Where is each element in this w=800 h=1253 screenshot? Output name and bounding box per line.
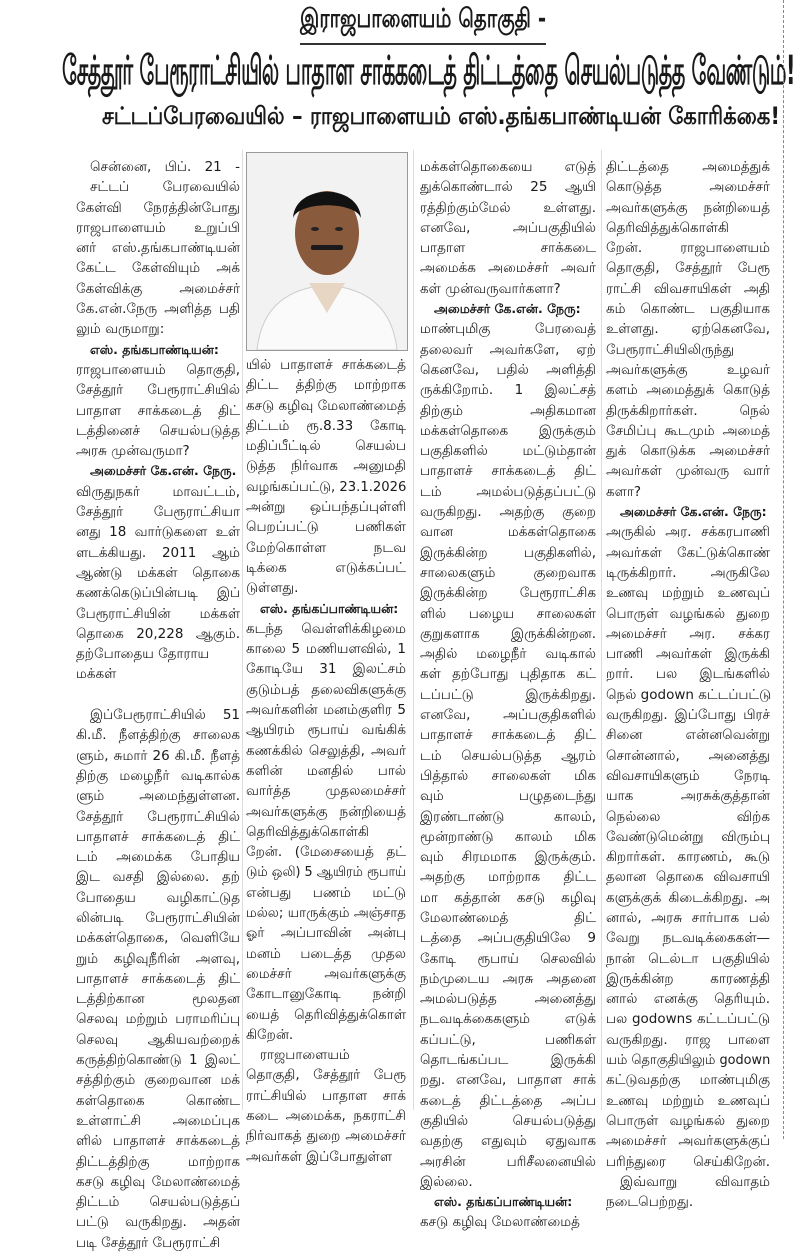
text-line: தெரிவித்துக்கொள்கி (246, 823, 369, 840)
speaker-label: அமைச்சர் கே.என். நேரு: (620, 504, 767, 520)
text-line: கே.என்.நேரு அளித்த பதி (76, 301, 240, 318)
text-line: சட்டப் பேரவையில் (90, 179, 240, 196)
text-line: அமைச்சர் அவர்களுக்குப் (606, 1133, 770, 1150)
text-line: சேத்தூர் பேரூராட்சியில் (76, 808, 240, 825)
text-line: இட வசதி இல்லை. தற் (76, 869, 240, 886)
text-line: களா? (606, 483, 642, 500)
text-line: நடைபெற்றது. (606, 1194, 694, 1211)
text-line: திட்ட த்திற்கு மாற்றாக (246, 377, 406, 394)
text-line: இரண்டாண்டு காலம், (420, 808, 596, 825)
text-line: கணக்கெடுப்பின்படி இப் (76, 585, 240, 602)
text-line: டத்தை அப்பகுதியிலே 9 (420, 930, 596, 947)
text-line: அவர்கள் கேட்டுக்கொண் (606, 544, 770, 561)
text-line: பொருள் வழங்கல் துறை (606, 605, 770, 622)
text-line: கருத்திற்கொண்டு 1 இலட் (76, 1052, 240, 1069)
text-line: பகுதிகளில் மட்டும்தான் (420, 443, 596, 460)
text-line: உணவு மற்றும் உணவுப் (606, 1092, 770, 1109)
text-line: அதில் மழைநீர் வடிகால் (420, 646, 596, 663)
text-line: வும் சிரமமாக இருக்கும். (420, 849, 596, 866)
text-line: காலை 5 மணியளவில், 1 (246, 641, 406, 658)
text-line: டும் ஒலி) 5 ஆயிரம் ரூபாய் (246, 864, 407, 881)
text-line: பரிந்துரை செய்கிறேன். (606, 1153, 770, 1170)
article-column-2 (246, 355, 406, 1167)
text-line: பொருள் வழங்கல் துறை (606, 1112, 770, 1129)
text-line: னது 18 வார்டுகளை உள் (76, 524, 240, 541)
text-line: மூன்றாண்டு காலம் மிக (420, 828, 596, 845)
text-line: வேறு நடவடிக்கைகள்— (606, 930, 770, 947)
text-line: துக் கொடுக்க அமைச்சர் (606, 443, 770, 460)
text-line: சேத்தூர் பேரூராட்சியா (76, 504, 240, 521)
text-line: ளில் பழைய சாலைகள் (420, 605, 596, 622)
text-line: இருக்கின்ற பகுதிகளில், (420, 544, 596, 561)
kicker-underline (300, 43, 546, 45)
text-line: போதைய வழிகாட்டுத (76, 889, 240, 906)
text-line: டிக்கை எடுக்கப்பட் (246, 559, 406, 576)
text-line: வருகிறது. ராஜ பாளை (606, 1031, 770, 1048)
text-line: என்பது பணம் மட்டு (246, 884, 406, 901)
text-line: மேற்கொள்ள நடவ (246, 539, 406, 556)
text-line: அரசு முன்வருமா? (76, 443, 190, 460)
column-divider (242, 150, 243, 1110)
text-line: ராட்சி விவசாயிகள் அதி (606, 280, 770, 297)
speaker-label: எஸ். தங்கப்பாண்டியன்: (260, 600, 399, 616)
text-line: பேரூராட்சியிலிருந்து (606, 341, 735, 358)
text-line: சென்னை, பிப். 21 - (90, 159, 240, 175)
text-line: கள் தற்போது புதிதாக கட் (420, 666, 596, 683)
text-line: இருக்கின்ற பேரூராட்சிக (420, 585, 596, 602)
speaker-label: அமைச்சர் கே.என். நேரு: (434, 301, 581, 317)
text-line: மக்கள்தொகை, வெளியே (76, 930, 240, 947)
text-line: ராஜபாளையம் (260, 1047, 350, 1064)
text-line: பித்தால் சாலைகள் மிக (420, 767, 596, 784)
text-line: மல்ல; யாருக்கும் அஞ்சாத (246, 905, 406, 922)
text-line: அருகில் அர. சக்கரபாணி (606, 524, 770, 541)
text-line: டத்தினைச் செயல்படுத்த (76, 422, 240, 439)
text-line: பாதாளச் சாக்கடைத் திட் (420, 727, 596, 744)
text-line: நெல் godown கட்டப்பட்டு (606, 686, 772, 703)
text-line: அவர்களின் மனம்குளிர 5 (246, 702, 406, 719)
text-line: டுத்த நிர்வாக அனுமதி (246, 458, 406, 475)
text-line: இருக்கின்ற காரணத்தி (606, 970, 770, 987)
text-line: கசடு கழிவு மேலாண்மைத் (246, 397, 406, 414)
text-line: திருக்கிறார்கள். நெல் (606, 402, 770, 419)
text-line: அவர்களுக்கு நன்றியைத் (606, 199, 770, 216)
text-line: டப்பட்டு இருக்கிறது. (420, 686, 596, 703)
text-line: மைச்சர் அவர்களுக்கு (246, 965, 406, 982)
text-line: நம்முடைய அரசு அதனை (420, 970, 596, 987)
text-line: களுக்குக் கிடைக்கிறது. அ (606, 889, 770, 906)
text-line: கட்டுவதற்கு மாண்புமிகு (606, 1072, 770, 1089)
text-line: தொகுதி, சேத்தூர் பேரூ (606, 260, 770, 277)
text-line: களம் அமைத்துக் கொடுத் (606, 382, 770, 399)
text-line: யைத் தெரிவித்துக்கொள் (246, 1006, 406, 1023)
text-line: உள்ளது. ஏற்கெனவே, (606, 321, 770, 338)
text-line: அவர்கள் இப்போதுள்ள (246, 1148, 393, 1165)
text-line: செலவு ஆகியவற்றைக் (76, 1031, 240, 1048)
text-line: டிருக்கிறார். அருகிலே (606, 564, 770, 581)
text-line: திற்கும் அதிகமான (420, 402, 596, 419)
text-line: கேட்ட கேள்வியும் அக் (76, 260, 240, 277)
text-line: விருதுநகர் மாவட்டம், (76, 483, 240, 500)
text-line: கோடானுகோடி நன்றி (246, 986, 406, 1003)
text-line: திட்டம் செயல்படுத்தப் (76, 1194, 240, 1211)
text-line: பாதாளச் சாக்கடைத் திட் (420, 463, 596, 480)
text-line: அவர்களுக்கு நன்றியைத் (246, 803, 406, 820)
text-line: குதியில் செயல்படுத்து (420, 1112, 596, 1129)
text-line: ரத்திற்கும்மேல் உள்ளது. (420, 199, 596, 216)
text-line: அமைச்சர் அர. சக்கர (606, 625, 770, 642)
text-line: டம் செயல்படுத்த ஆரம் (420, 747, 596, 764)
text-line: மதிப்பீட்டில் செயல்ப (246, 438, 406, 455)
text-line: வதற்கு எதுவும் ஏதுவாக (420, 1133, 596, 1150)
text-line: யாக அரசுக்குத்தான் (606, 788, 770, 805)
text-line: பாதாள சாக்கடைத் திட் (76, 402, 240, 419)
text-line: அவர்கள் முன்வரு வார் (606, 463, 770, 480)
text-line: மனம் படைத்த முதல (246, 945, 406, 962)
text-line: பெறப்பட்டு பணிகள் (246, 519, 406, 536)
kicker-heading: இராஜபாளையம் தொகுதி - (300, 4, 547, 34)
text-line: ளில் பாதாளச் சாக்கடைத் (76, 1133, 240, 1150)
text-line: மக்கள்தொகை இருக்கும் (420, 422, 596, 439)
text-line: கள்தொகை கொண்ட (76, 1092, 240, 1109)
text-line: கணக்கில் செலுத்தி, அவர் (246, 742, 406, 759)
text-line: றும் கழிவுநீரின் அளவு, (76, 950, 240, 967)
speaker-label: எஸ். தங்கப்பாண்டியன்: (434, 1194, 573, 1210)
text-line: னால் எனக்கு தெரியும். (606, 991, 770, 1008)
text-line: டம் அமல்படுத்தப்பட்டு (420, 483, 596, 500)
text-line: இல்லை. (420, 1173, 473, 1190)
text-line: நடவடிக்கைகளும் எடுக் (420, 1011, 596, 1028)
text-line: ராட்சியில் பாதாள சாக் (246, 1087, 406, 1104)
text-line: கோடி ரூபாய் செலவில் (420, 950, 596, 967)
text-line: றேன். ராஜபாளையம் (606, 240, 770, 257)
text-line: எனவே, அப்பகுதிகளில் (420, 707, 596, 724)
text-line: கசடு கழிவு மேலாண்மைத் (420, 1214, 580, 1231)
text-line: சொன்னால், அனைத்து (606, 747, 770, 764)
text-line (76, 685, 240, 705)
text-line: றது. எனவே, பாதாள சாக் (420, 1072, 596, 1089)
article-column-4 (606, 157, 770, 1212)
text-line: லின்படி பேரூராட்சியின் (76, 909, 240, 926)
text-line: அன்று ஒப்பந்தப்புள்ளி (246, 499, 406, 516)
text-line: வருகிறது. இப்போது பிரச் (606, 707, 770, 724)
text-line: விவசாயிகளும் நேரடி (606, 767, 770, 784)
text-line: கோடியே 31 இலட்சம் (246, 661, 406, 678)
speaker-label: எஸ். தங்கபாண்டியன்: (90, 341, 219, 357)
text-line: நான் டெல்டா பகுதியில் (606, 950, 770, 967)
text-line: தொகை 20,228 ஆகும். (76, 625, 240, 642)
text-line: கடைத் திட்டத்தை அப்ப (420, 1092, 596, 1109)
text-line: கிறார்கள். காரணம், கூடு (606, 849, 770, 866)
text-line: அமைக்க அமைச்சர் அவர் (420, 260, 596, 277)
text-line: வருகிறது. அதற்கு குறை (420, 504, 596, 521)
text-line: னர் எஸ்.தங்கபாண்டியன் (76, 240, 240, 257)
text-line: ருக்கிறோம். 1 இலட்சத் (420, 382, 596, 399)
text-line: மக்கள்தொகையை எடுத் (420, 159, 596, 175)
text-line: அதற்கு மாற்றாக திட்ட (420, 869, 596, 886)
column-divider (601, 150, 602, 1110)
text-line: சத்திற்கும் குறைவான மக் (76, 1072, 240, 1089)
text-line: கிறேன். (246, 1026, 294, 1043)
text-line: டுள்ளது. (246, 580, 299, 597)
text-line: திற்கு மழைநீர் வடிகால்க (76, 767, 240, 784)
text-line: தலைவர் அவர்களே, ஏற் (420, 341, 596, 358)
text-line: றார். பல இடங்களில் (606, 666, 770, 683)
subheadline: சட்டப்பேரவையில் – ராஜபாளையம் எஸ்.தங்கபாண்டியன் கோரிக்கை! (102, 102, 780, 130)
speaker-label: அமைச்சர் கே.என். நேரு. (90, 463, 237, 479)
text-line: வழங்கப்பட்டு, 23.1.2026 (246, 478, 407, 495)
person-portrait-icon (246, 152, 408, 351)
text-line: திட்டத்திற்கு மாற்றாக (76, 1153, 240, 1170)
text-line: வும் பழுதடைந்து (420, 788, 596, 805)
text-line: உணவு மற்றும் உணவுப் (606, 585, 770, 602)
text-line: கடந்த வெள்ளிக்கிழமை (246, 620, 406, 637)
text-line: டம் அமைக்க போதிய (76, 849, 240, 866)
text-line: தொகுதி, சேத்தூர் பேரூ (246, 1067, 406, 1084)
text-line: கசடு கழிவு மேலாண்மைத் (76, 1173, 240, 1190)
text-line: கி.மீ. நீளத்திற்கு சாலைக (76, 727, 240, 744)
headline: சேத்தூர் பேரூராட்சியில் பாதாள சாக்கடைத் திட்டத்தை செயல்படுத்த வேண்டும்! (62, 48, 795, 94)
text-line: உள்ளாட்சி அமைப்புக (76, 1112, 240, 1129)
text-line: கொடுத்த அமைச்சர் (606, 179, 770, 196)
text-line: றேன். (மேசையைத் தட் (246, 844, 406, 861)
text-line: ராஜபாளையம் தொகுதி, (76, 361, 240, 378)
text-line: ஓர் அப்பாவின் அன்பு (246, 925, 406, 942)
clipping-cut-edge (783, 0, 784, 1139)
text-line: சினை என்னவென்று (606, 727, 770, 744)
text-line: மேலாண்மைத் திட் (420, 909, 596, 926)
text-line: பல godowns கட்டப்பட்டு (606, 1011, 770, 1028)
text-line: கள் முன்வருவார்களா? (420, 280, 561, 297)
text-line: எனவே, அப்பகுதியில் (420, 219, 596, 236)
text-line: திட்டத்தை அமைத்துக் (606, 159, 770, 175)
text-line: டத்திற்கான மூலதன (76, 991, 240, 1008)
text-line: கேள்வி நேரத்தின்போது (76, 199, 240, 216)
text-line: செலவு மற்றும் பராமரிப்பு (76, 1011, 240, 1028)
text-line: குடும்பத் தலைவிகளுக்கு (246, 681, 406, 698)
column-divider (413, 150, 414, 1110)
article-column-3 (420, 157, 596, 1233)
text-line: ளடக்கியது. 2011 ஆம் (76, 544, 240, 561)
text-line: வார்த்த முதலமைச்சர் (246, 783, 406, 800)
text-line: ஆண்டு மக்கள் தொகை (76, 564, 240, 581)
text-line: மக்கள் (76, 666, 117, 683)
text-line: குறுகளாக இருக்கின்றன. (420, 625, 596, 642)
text-line: தொடங்கப்பட இருக்கி (420, 1052, 596, 1069)
text-line: ஆயிரம் ரூபாய் வங்கிக் (246, 722, 406, 739)
text-line: களின் மனதில் பால் (246, 762, 406, 779)
text-line: படி சேத்தூர் பேரூராட்சி (76, 1234, 221, 1251)
text-line: அவர்களுக்கு உழவர் (606, 361, 770, 378)
text-line: வான மக்கள்தொகை (420, 524, 596, 541)
text-line: னால், அரசு சார்பாக பல் (606, 909, 770, 926)
text-line: கம் கொண்ட பகுதியாக (606, 301, 770, 318)
text-line: வேண்டுமென்று விரும்பு (606, 828, 770, 845)
text-line: மாண்புமிகு பேரவைத் (420, 321, 596, 338)
text-line: பாதாளச் சாக்கடைத் திட் (76, 828, 240, 845)
text-line: யம் தொகுதியிலும் godown (606, 1052, 771, 1069)
text-line: ராஜபாளையம் உறுப்பி (76, 219, 240, 236)
text-line: கெனவே, பதில் அளித்தி (420, 361, 596, 378)
text-line: தற்போதைய தோராய (76, 646, 210, 663)
text-line: கப்பட்டு, பணிகள் (420, 1031, 596, 1048)
text-line: திட்டம் ரூ.8.33 கோடி (246, 417, 406, 434)
text-line: பேரூராட்சியின் மக்கள் (76, 605, 240, 622)
text-line: சேமிப்பு கூடமும் அமைத் (606, 422, 770, 439)
text-line: பாணி அவர்கள் இருக்கி (606, 646, 770, 663)
text-line: தெரிவித்துக்கொள்கி (606, 219, 729, 236)
text-line: லும் வருமாறு: (76, 321, 165, 338)
article-column-1 (76, 157, 240, 1253)
text-line: துக்கொண்டால் 25 ஆயி (420, 179, 596, 196)
text-line: கடை அமைக்க, நகராட்சி (246, 1107, 406, 1124)
text-line: தலான தொகை விவசாயி (606, 869, 770, 886)
text-line: ளும், சுமார் 26 கி.மீ. நீளத் (76, 747, 240, 764)
text-line: சேத்தூர் பேரூராட்சியில் (76, 382, 240, 399)
text-line: இப்பேரூராட்சியில் 51 (90, 707, 240, 724)
text-line: பாதாள சாக்கடை (420, 240, 596, 257)
text-line: அரசின் பரிசீலனையில் (420, 1153, 596, 1170)
text-line: கேள்விக்கு அமைச்சர் (76, 280, 240, 297)
text-line: அமல்படுத்த அனைத்து (420, 991, 596, 1008)
text-line: பாதாளச் சாக்கடைத் திட் (76, 970, 240, 987)
text-line: யில் பாதாளச் சாக்கடைத் (246, 357, 406, 373)
text-line: நெல்லை விற்க (606, 808, 770, 825)
text-line: ளும் அமைந்துள்ளன. (76, 788, 240, 805)
text-line: நிர்வாகத் துறை அமைச்சர் (246, 1128, 406, 1145)
text-line: பட்டு வருகிறது. அதன் (76, 1214, 240, 1231)
text-line: மா கத்தான் கசடு கழிவு (420, 889, 596, 906)
text-line: சாலைகளும் குறைவாக (420, 564, 596, 581)
text-line: இவ்வாறு விவாதம் (620, 1173, 770, 1190)
